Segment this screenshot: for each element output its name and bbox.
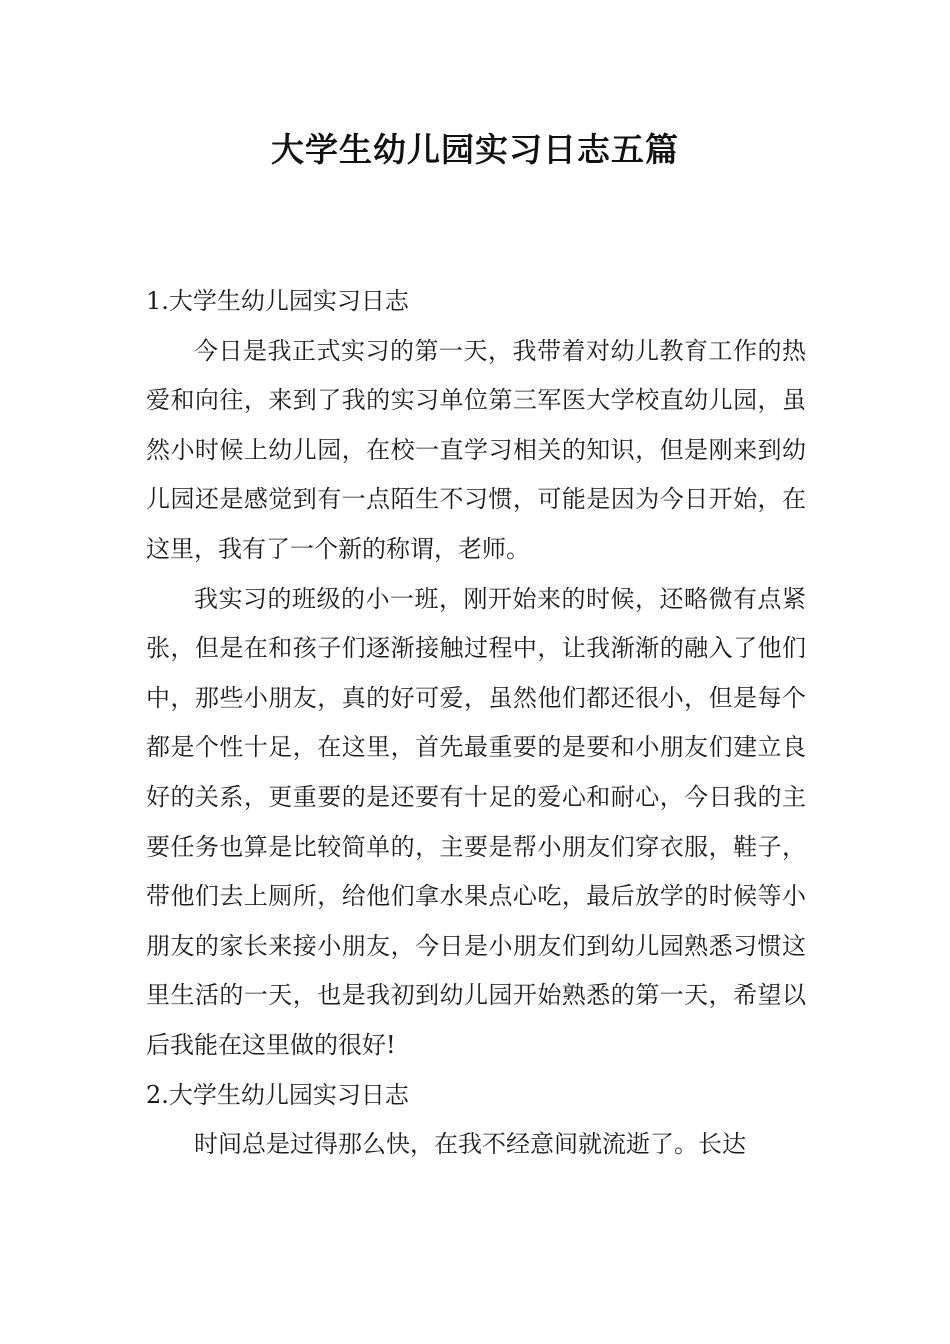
- section-heading: 2.大学生幼儿园实习日志: [146, 1080, 409, 1109]
- paragraph: 今日是我正式实习的第一天，我带着对幼儿教育工作的热爱和向往，来到了我的实习单位第三军医大学校直幼儿园，虽然小时候上幼儿园，在校一直学习相关的知识，但是刚来到幼儿园还是感觉到有一点陌生不习惯，可能是因为今日开始，在这里，我有了一个新的称谓，老师。: [146, 336, 806, 563]
- paragraph: 我实习的班级的小一班，刚开始来的时候，还略微有点紧张，但是在和孩子们逐渐接触过程中，让我渐渐的融入了他们中，那些小朋友，真的好可爱，虽然他们都还很小，但是每个都是个性十足，在这里，首先最重要的是要和小朋友们建立良好的关系，更重要的是还要有十足的爱心和耐心，今日我的主要任务也算是比较简单的，主要是帮小朋友们穿衣服，鞋子，带他们去上厕所，给他们拿水果点心吃，最后放学的时候等小朋友的家长来接小朋友，今日是小朋友们到幼儿园熟悉习惯这里生活的一天，也是我初到幼儿园开始熟悉的第一天，希望以后我能在这里做的很好!: [146, 584, 806, 1059]
- document-body: [146, 277, 806, 1170]
- paragraph: 时间总是过得那么快，在我不经意间就流逝了。长达: [194, 1130, 746, 1159]
- document-title: 大学生幼儿园实习日志五篇: [271, 130, 679, 169]
- section-2: [146, 1071, 806, 1170]
- section-1: [146, 277, 806, 1071]
- section-heading: 1.大学生幼儿园实习日志: [146, 287, 409, 315]
